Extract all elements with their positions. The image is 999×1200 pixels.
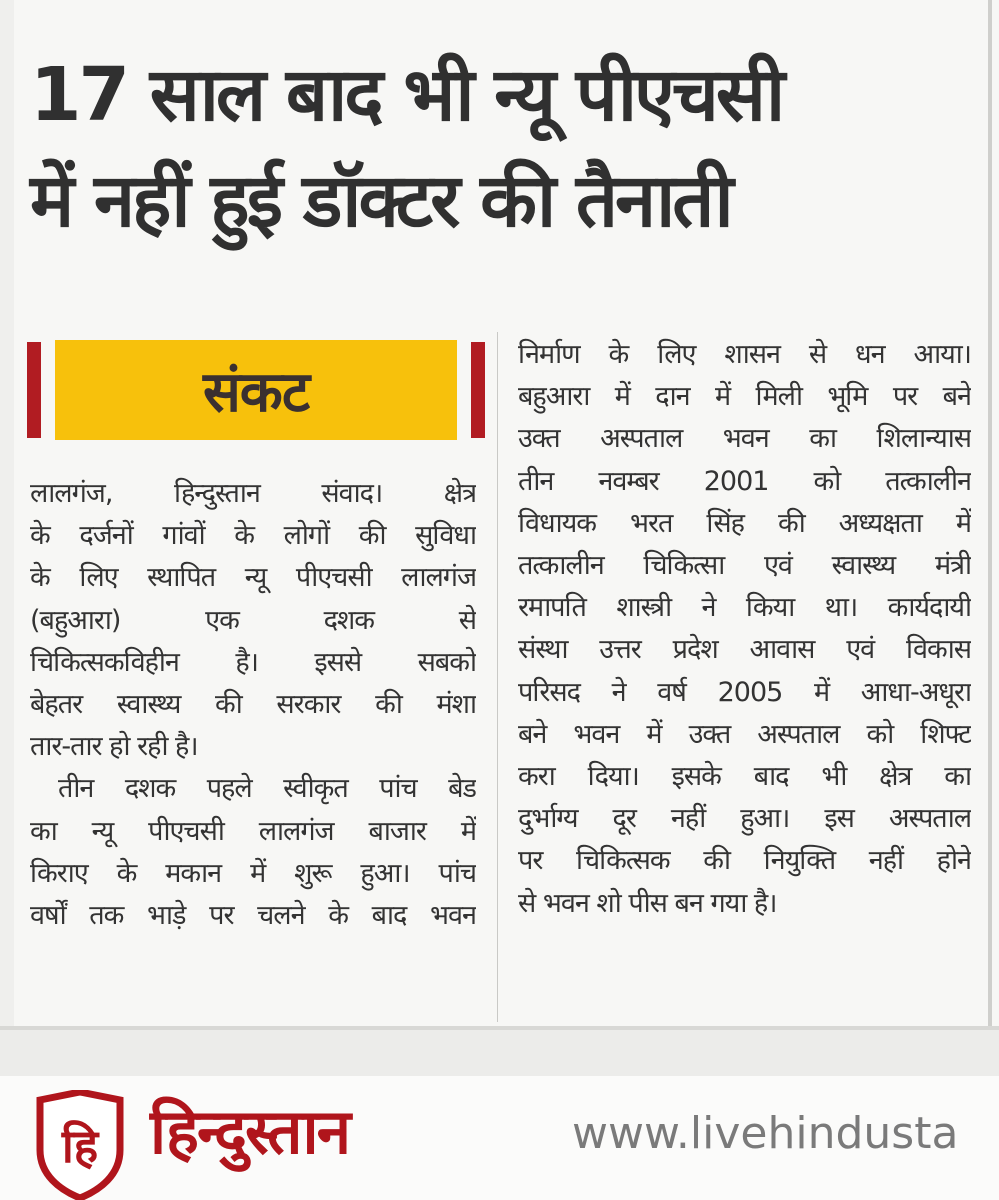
text-line: संस्था उत्तर प्रदेश आवास एवं विकास [518, 634, 971, 666]
text-line: विधायक भरत सिंह की अध्यक्षता में [518, 507, 971, 539]
text-line: किराए के मकान में शुरू हुआ। पांच [30, 857, 476, 889]
headline [30, 42, 980, 254]
kicker-label: संकट [202, 360, 310, 425]
text-line: तत्कालीन चिकित्सा एवं स्वास्थ्य मंत्री [518, 550, 971, 582]
hindustan-shield-logo-icon [32, 1090, 128, 1200]
headline-line-1: 17 साल बाद भी न्यू पीएचसी [30, 52, 783, 138]
kicker-banner [27, 340, 485, 440]
headline-line-2: में नहीं हुई डॉक्टर की तैनाती [30, 158, 731, 244]
text-line: के लिए स्थापित न्यू पीएचसी लालगंज [30, 562, 476, 594]
text-line: रमापति शास्त्री ने किया था। कार्यदायी [518, 592, 971, 624]
text-line: तीन दशक पहले स्वीकृत पांच बेड [58, 773, 476, 805]
text-line: बहुआरा में दान में मिली भूमि पर बने [518, 381, 971, 413]
article-column-right [518, 334, 971, 925]
article-column-left [30, 473, 476, 937]
text-line: तीन नवम्बर 2001 को तत्कालीन [518, 465, 971, 497]
text-line: बने भवन में उक्त अस्पताल को शिफ्ट [518, 718, 971, 750]
text-line: तार-तार हो रही है। [30, 731, 198, 763]
website-url: www.livehindusta [572, 1108, 959, 1159]
text-line: पर चिकित्सक की नियुक्ति नहीं होने [518, 845, 971, 877]
text-line: दुर्भाग्य दूर नहीं हुआ। इस अस्पताल [518, 803, 971, 835]
clipping-right-edge [988, 0, 992, 1030]
clipping-left-edge [0, 0, 14, 1030]
kicker-bar-right [471, 342, 485, 438]
text-line: परिसद ने वर्ष 2005 में आधा-अधूरा [518, 676, 971, 708]
text-line: (बहुआरा) एक दशक से [30, 604, 476, 636]
text-line: से भवन शो पीस बन गया है। [518, 887, 777, 919]
text-line: करा दिया। इसके बाद भी क्षेत्र का [518, 761, 971, 793]
brand-footer [0, 1050, 999, 1200]
kicker-box [55, 340, 457, 440]
brand-wordmark: हिन्दुस्तान [150, 1095, 349, 1168]
text-line: के दर्जनों गांवों के लोगों की सुविधा [30, 520, 476, 552]
text-line: उक्त अस्पताल भवन का शिलान्यास [518, 423, 971, 455]
text-line: लालगंज, हिन्दुस्तान संवाद। क्षेत्र [30, 478, 476, 509]
text-line: बेहतर स्वास्थ्य की सरकार की मंशा [30, 689, 476, 721]
kicker-bar-left [27, 342, 41, 438]
clipping-bottom-edge [0, 1026, 999, 1030]
text-line: निर्माण के लिए शासन से धन आया। [518, 339, 971, 370]
text-line: चिकित्सकविहीन है। इससे सबको [30, 646, 476, 678]
text-line: का न्यू पीएचसी लालगंज बाजार में [30, 815, 476, 847]
column-divider [497, 332, 498, 1022]
text-line: वर्षों तक भाड़े पर चलने के बाद भवन [30, 900, 476, 932]
emblem-glyph: हि [61, 1119, 99, 1173]
